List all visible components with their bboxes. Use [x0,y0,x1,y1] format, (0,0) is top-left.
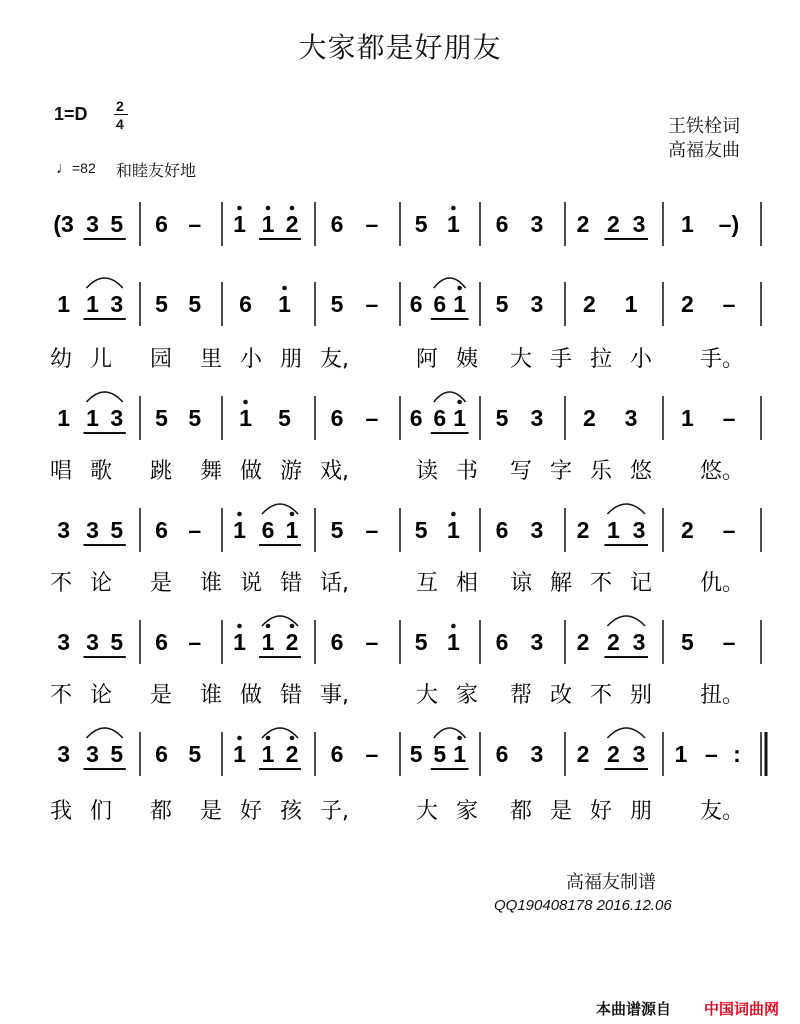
lyric-char: 小 [240,347,263,372]
note: 5 [110,517,124,543]
lyric-char: 好 [590,799,613,824]
note: 3 [632,211,646,237]
high-octave-dot [282,286,287,291]
note: 5 [110,741,124,767]
note: 2 [681,291,694,317]
note: 3 [530,629,544,655]
lyric-char: 都 [150,799,173,824]
lyric-char: 帮 [510,683,533,708]
lyric-char: 不 [590,683,613,708]
note: 6 [433,291,447,317]
note: 1 [624,291,638,317]
expression-mark: 和睦友好地 [116,161,197,180]
note: 3 [57,629,70,655]
note: 1 [233,629,246,655]
lyric-char: 都 [510,799,533,824]
lyric-char: 书 [456,459,479,484]
note: 3 [632,629,646,655]
note: 1 [233,517,246,543]
notation-system [50,392,761,484]
lyric-char: 悠 [630,459,653,484]
note: 3 [86,741,99,767]
source-site-link[interactable]: 中国词曲网 [704,1000,780,1018]
note: 2 [576,629,590,655]
high-octave-dot [290,206,295,211]
lyric-char: 是 [150,571,173,596]
note: – [188,211,202,237]
note: 6 [155,629,168,655]
lyric-char: 是 [150,683,173,708]
note: 6 [239,291,252,317]
note: 1 [57,405,70,431]
lyric-char: 做 [240,459,263,484]
key-signature: 1=D [54,104,88,124]
lyric-char: 子, [320,799,349,824]
note: 6 [155,517,168,543]
lyric-char: 儿 [90,347,113,372]
lyric-char: 解 [550,571,573,596]
slur [607,616,645,626]
note: –) [718,211,740,237]
note: – [722,517,736,543]
note: 5 [110,629,124,655]
note: 1 [278,291,291,317]
note: 5 [330,291,344,317]
note: : [733,741,741,767]
note: 5 [155,405,168,431]
lyric-char: 别 [630,683,653,708]
note: 5 [330,517,344,543]
lyric-char: 悠。 [700,459,745,484]
lyric-char: 大 [510,347,533,372]
high-octave-dot [451,206,456,211]
note: 6 [409,405,423,431]
lyric-char: 阿 [416,347,439,372]
lyric-char: 姨 [456,347,479,372]
high-octave-dot [457,286,462,291]
lyric-char: 说 [240,571,263,596]
note: 5 [414,211,428,237]
lyric-char: 做 [240,683,263,708]
high-octave-dot [290,624,295,629]
note: 2 [576,741,590,767]
lyric-char: 好 [240,799,263,824]
high-octave-dot [266,736,271,741]
lyric-char: 改 [550,683,573,708]
note: 2 [285,629,299,655]
note: – [365,405,379,431]
note: 1 [447,517,460,543]
note: 2 [607,629,620,655]
note: 3 [632,741,646,767]
note: 1 [261,629,275,655]
note: – [722,629,736,655]
lyric-char: 事, [320,683,349,708]
lyric-char: 游 [280,459,303,484]
quarter-note-icon: ♩ [56,160,72,177]
high-octave-dot [457,736,462,741]
lyric-char: 家 [456,683,479,708]
notation-system [50,616,761,708]
note: 6 [495,741,509,767]
note: 6 [330,741,344,767]
note: 1 [285,517,299,543]
high-octave-dot [266,206,271,211]
lyric-char: 跳 [150,459,173,484]
lyric-char: 是 [200,799,223,824]
note: 3 [530,405,544,431]
lyric-char: 唱 [50,459,73,484]
note: 5 [188,291,202,317]
note: 3 [86,517,99,543]
lyric-char: 乐 [590,459,613,484]
lyric-char: 小 [630,347,653,372]
note: 2 [681,517,694,543]
lyric-char: 戏, [320,459,349,484]
note: 3 [86,629,99,655]
note: – [365,291,379,317]
note: 1 [261,211,275,237]
high-octave-dot [290,736,295,741]
note: 1 [453,741,466,767]
slur [607,728,645,738]
note: 1 [261,741,275,767]
note: (3 [53,211,74,237]
note: 1 [453,291,466,317]
note: 2 [576,517,590,543]
high-octave-dot [237,512,242,517]
note: 3 [110,291,124,317]
lyric-char: 朋 [280,347,303,372]
lyric-char: 记 [630,571,653,596]
notation-system [50,278,761,372]
lyric-char: 家 [456,799,479,824]
lyric-char: 手 [550,347,573,372]
note: 1 [607,517,620,543]
note: 3 [624,405,638,431]
lyric-char: 歌 [90,459,113,484]
high-octave-dot [266,624,271,629]
note: 5 [188,405,202,431]
note: 1 [681,211,694,237]
notation-system [50,504,761,596]
note: 3 [530,211,544,237]
note: – [188,517,202,543]
note: 5 [414,629,428,655]
note: 5 [414,517,428,543]
lyric-char: 里 [200,347,223,372]
note: 5 [155,291,168,317]
note: 6 [261,517,275,543]
note: 2 [576,211,590,237]
note: 3 [530,291,544,317]
lyric-char: 相 [456,571,479,596]
lyric-char: 扭。 [700,683,745,708]
note: 3 [86,211,99,237]
lyric-char: 互 [416,571,439,596]
note: – [188,629,202,655]
high-octave-dot [237,206,242,211]
song-title: 大家都是好朋友 [298,31,502,64]
note: – [722,291,736,317]
lyric-char: 话, [320,571,349,596]
note: 5 [495,405,509,431]
lyric-char: 错 [280,571,303,596]
lyric-char: 们 [90,799,113,824]
lyric-char: 论 [90,571,113,596]
note: 3 [530,741,544,767]
lyric-char: 谁 [200,683,223,708]
note: 1 [453,405,466,431]
note: 5 [278,405,291,431]
lyric-char: 不 [590,571,613,596]
slur [607,504,645,514]
lyric-char: 不 [50,683,73,708]
note: 5 [409,741,423,767]
high-octave-dot [237,736,242,741]
high-octave-dot [243,400,248,405]
slur [86,278,122,288]
lyric-char: 友。 [700,799,745,824]
lyric-char: 不 [50,571,73,596]
note: – [365,211,379,237]
note: 6 [495,629,509,655]
high-octave-dot [457,400,462,405]
lyric-char: 幼 [50,347,73,372]
lyric-char: 谁 [200,571,223,596]
note: 6 [330,211,344,237]
lyric-char: 错 [280,683,303,708]
note: 6 [495,211,509,237]
note: – [365,629,379,655]
note: 1 [233,741,246,767]
notation-system [50,728,766,824]
tempo-value: =82 [72,160,96,176]
note: 1 [86,405,99,431]
lyric-char: 大 [416,683,439,708]
lyric-char: 手。 [700,347,745,372]
lyric-char: 谅 [510,571,533,596]
lyric-char: 孩 [280,799,303,824]
note: 5 [110,211,124,237]
note: 5 [188,741,202,767]
note: 1 [681,405,694,431]
note: 6 [330,629,344,655]
note: 1 [239,405,252,431]
note: 3 [530,517,544,543]
note: 3 [110,405,124,431]
note: 3 [57,741,70,767]
note: – [365,741,379,767]
lyric-char: 大 [416,799,439,824]
transcriber-credit: 高福友制谱 [566,872,656,893]
note: 2 [583,291,596,317]
transcriber-contact-date: QQ190408178 2016.12.06 [494,897,672,914]
lyric-char: 朋 [630,799,653,824]
lyric-char: 舞 [200,459,223,484]
note: 6 [155,211,168,237]
lyric-char: 我 [50,799,73,824]
note: 6 [409,291,423,317]
note: 5 [681,629,694,655]
note: 6 [495,517,509,543]
high-octave-dot [290,512,295,517]
note: 1 [447,629,460,655]
lyric-char: 论 [90,683,113,708]
note: – [705,741,718,767]
note: 2 [285,741,299,767]
high-octave-dot [451,624,456,629]
note: 6 [330,405,344,431]
notation-system [53,202,761,246]
note: 3 [632,517,646,543]
note: 1 [57,291,70,317]
note: 1 [86,291,99,317]
note: 3 [57,517,70,543]
note: 5 [495,291,509,317]
composer-credit: 高福友曲 [668,140,740,161]
lyricist-credit: 王铁栓词 [668,116,740,137]
note: – [365,517,379,543]
lyric-char: 写 [510,459,533,484]
note: 1 [233,211,246,237]
lyric-char: 读 [416,459,439,484]
note: 2 [583,405,596,431]
lyric-char: 拉 [590,347,613,372]
note: 2 [285,211,299,237]
note: 6 [433,405,447,431]
lyric-char: 是 [550,799,573,824]
high-octave-dot [237,624,242,629]
lyric-char: 字 [550,459,573,484]
note: 6 [155,741,168,767]
slur [86,392,122,402]
note: 5 [433,741,447,767]
time-signature-bottom: 4 [116,116,124,132]
note: 1 [674,741,688,767]
high-octave-dot [451,512,456,517]
note: 2 [607,741,620,767]
note: 2 [607,211,620,237]
lyric-char: 园 [150,347,173,372]
note: – [722,405,736,431]
note: 1 [447,211,460,237]
source-label: 本曲谱源自 [596,1000,672,1018]
time-signature-top: 2 [116,98,124,114]
lyric-char: 仇。 [700,571,745,596]
slur [86,728,122,738]
lyric-char: 友, [320,347,349,372]
